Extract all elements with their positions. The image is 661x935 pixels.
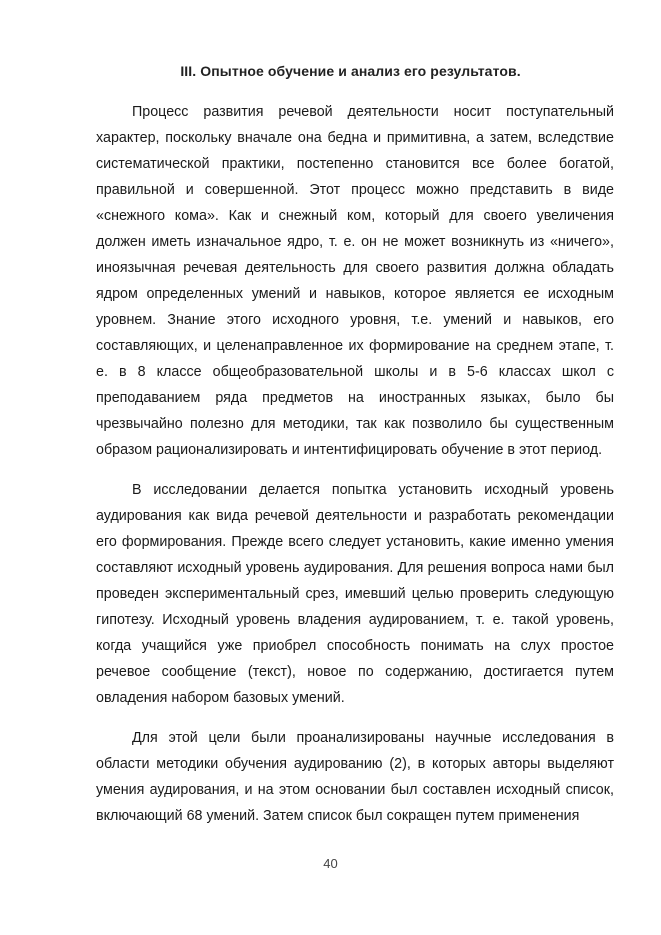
body-text xyxy=(96,99,614,829)
paragraph-1: Процесс развития речевой деятельности носит поступательный характер, поскольку вначале она бедна и примитивна, а затем, вследствие систематической практики, постепенно становится все более богатой, правильной и совершенной. Этот процесс можно представить в виде «снежного кома». Как и снежный ком, который для своего увеличения должен иметь изначальное ядро, т. е. он не может возникнуть из «ничего», иноязычная речевая деятельность для своего развития должна обладать ядром определенных умений и навыков, которое является ее исходным уровнем. Знание этого исходного уровня, т.е. умений и навыков, его составляющих, и целенаправленное их формирование на среднем этапе, т. е. в 8 классе общеобразовательной школы и в 5-6 классах школ с преподаванием ряда предметов на иностранных языках, было бы чрезвычайно полезно для методики, так как позволило бы существенным образом рационализировать и интентифицировать обучение в этот период. xyxy=(96,104,614,458)
section-heading: III. Опытное обучение и анализ его результатов. xyxy=(180,63,521,79)
paragraph-3: Для этой цели были проанализированы научные исследования в области методики обучения аудированию (2), в которых авторы выделяют умения аудирования, и на этом основании был составлен исходный список, включающий 68 умений. Затем список был сокращен путем применения xyxy=(96,730,614,824)
paragraph-2: В исследовании делается попытка установить исходный уровень аудирования как вида речевой деятельности и разработать рекомендации его формирования. Прежде всего следует установить, какие именно умения составляют исходный уровень аудирования. Для решения вопроса нами был проведен экспериментальный срез, имевший целью проверить следующую гипотезу. Исходный уровень владения аудированием, т. е. такой уровень, когда учащийся уже приобрел способность понимать на слух простое речевое сообщение (текст), новое по содержанию, достигается путем овладения набором базовых умений. xyxy=(96,482,614,706)
page-number: 40 xyxy=(323,856,338,871)
